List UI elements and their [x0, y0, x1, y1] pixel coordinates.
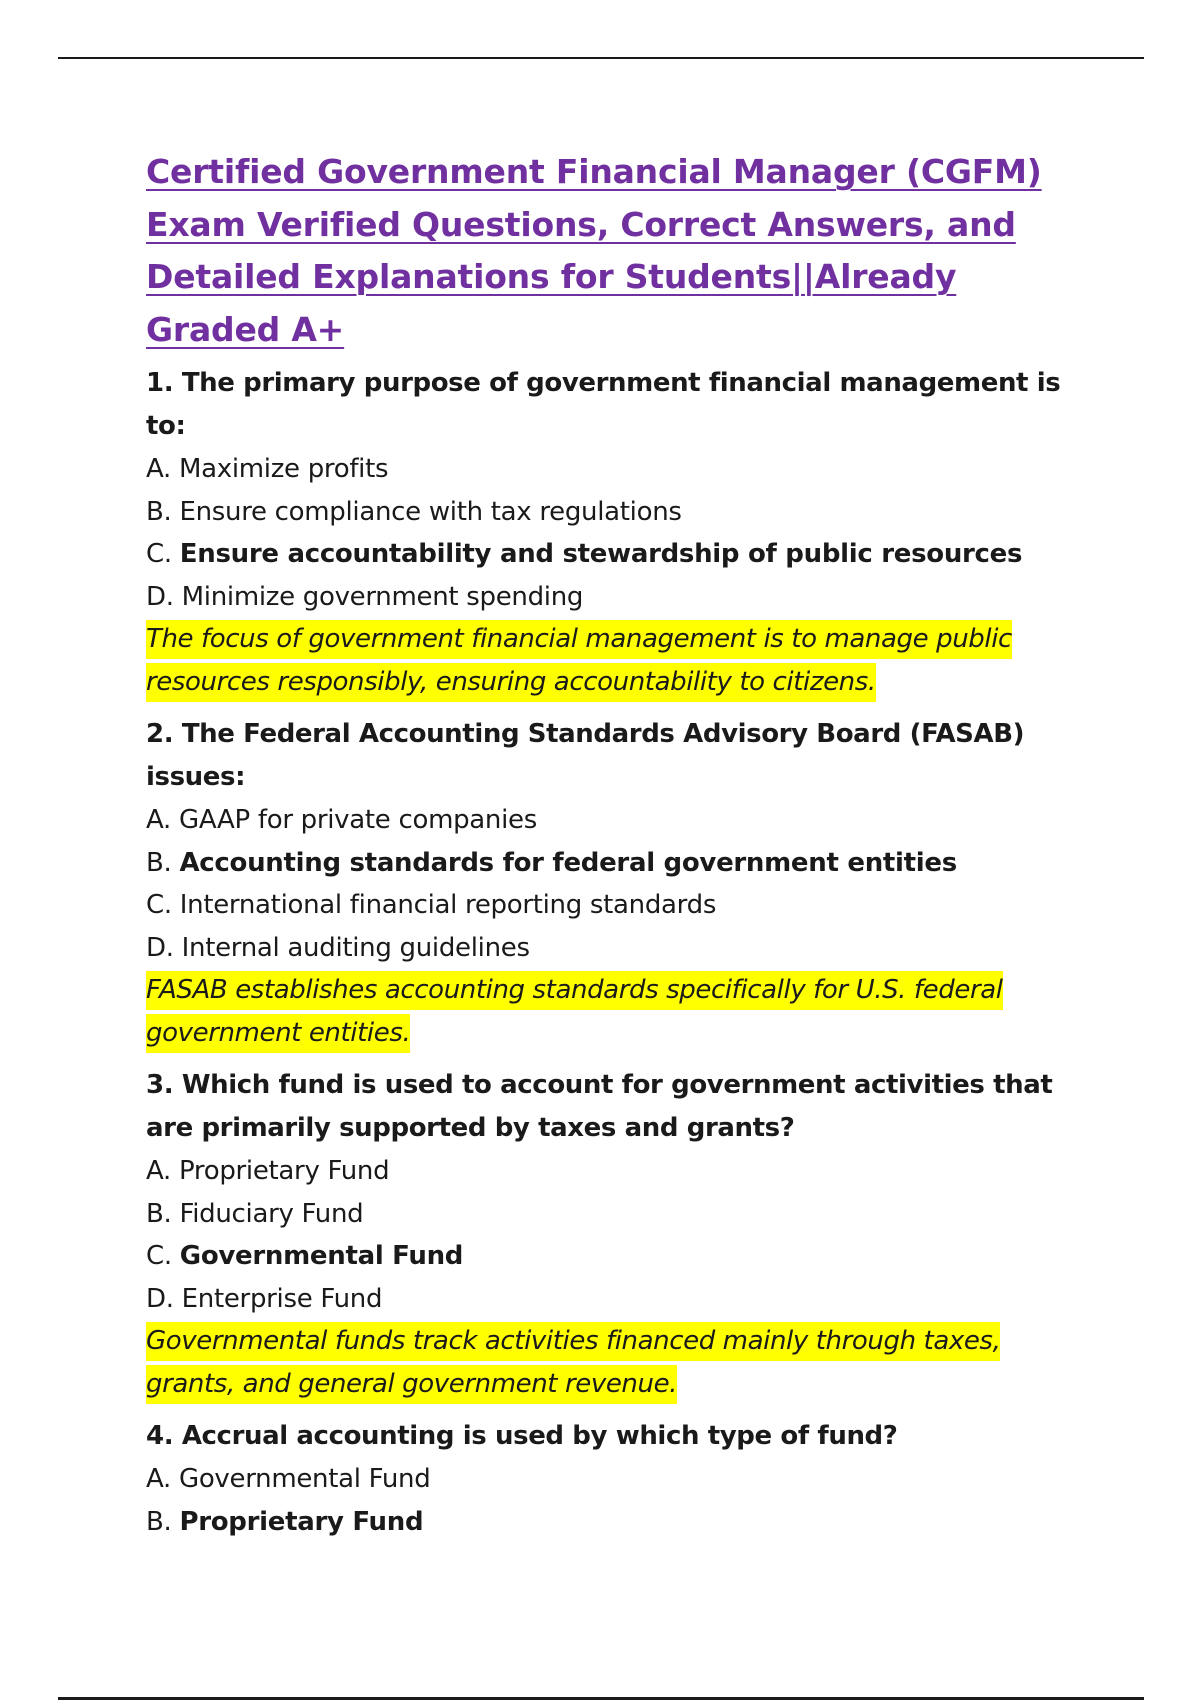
document-title: Certified Government Financial Manager (CGFM) Exam Verified Questions, Correct Answers, and Detailed Explanations for Students||Already Graded A+ [146, 152, 1042, 349]
document-body [146, 146, 1076, 1543]
option-text: Accounting standards for federal government entities [179, 847, 957, 878]
option-letter: B. [146, 1198, 180, 1229]
option-text: Proprietary Fund [178, 1156, 390, 1186]
question-block [146, 1064, 1076, 1405]
option-text: Governmental Fund [178, 1464, 431, 1494]
answer-option [146, 927, 1076, 970]
question-text: 4. Accrual accounting is used by which type of fund? [146, 1421, 898, 1451]
correct-answer-option [146, 1501, 1076, 1544]
answer-option [146, 799, 1076, 842]
option-text: International financial reporting standards [179, 890, 717, 920]
option-letter: B. [146, 847, 180, 878]
option-letter: D. [146, 581, 182, 612]
explanation-text: The focus of government financial management is to manage public resources responsibly, ensuring accountability to citizens. [146, 620, 1012, 702]
answer-option [146, 448, 1076, 491]
question-block [146, 362, 1076, 703]
option-text: Enterprise Fund [181, 1283, 383, 1314]
answer-option [146, 1150, 1076, 1193]
option-text: Fiduciary Fund [179, 1198, 364, 1229]
answer-option [146, 1278, 1076, 1321]
option-letter: D. [146, 1283, 182, 1314]
option-text: Ensure accountability and stewardship of public resources [179, 539, 1023, 569]
option-text: Maximize profits [178, 454, 389, 484]
correct-answer-option [146, 1235, 1076, 1278]
explanation-highlight [146, 969, 1076, 1054]
explanation-highlight [146, 1320, 1076, 1405]
question-text: 2. The Federal Accounting Standards Advisory Board (FASAB) issues: [146, 719, 1025, 792]
question-list [146, 362, 1076, 1543]
option-letter: A. [146, 1156, 179, 1186]
top-rule [58, 57, 1144, 59]
option-letter: B. [146, 1506, 180, 1537]
option-letter: C. [146, 1241, 180, 1271]
option-letter: B. [146, 496, 180, 527]
answer-option [146, 1193, 1076, 1236]
option-text: Governmental Fund [179, 1241, 464, 1271]
answer-option [146, 884, 1076, 927]
correct-answer-option [146, 533, 1076, 576]
question-block [146, 713, 1076, 1054]
option-letter: A. [146, 805, 179, 835]
question-block [146, 1415, 1076, 1543]
correct-answer-option [146, 842, 1076, 885]
question-text: 1. The primary purpose of government financial management is to: [146, 368, 1061, 441]
answer-option [146, 491, 1076, 534]
option-text: Ensure compliance with tax regulations [179, 496, 682, 527]
option-letter: A. [146, 454, 179, 484]
explanation-text: FASAB establishes accounting standards specifically for U.S. federal government entities. [146, 971, 1003, 1053]
question-text: 3. Which fund is used to account for government activities that are primarily supported by taxes and grants? [146, 1070, 1053, 1143]
option-letter: C. [146, 890, 180, 920]
answer-option [146, 1458, 1076, 1501]
option-text: GAAP for private companies [178, 805, 537, 835]
option-letter: A. [146, 1464, 179, 1494]
option-letter: C. [146, 539, 180, 569]
explanation-highlight [146, 618, 1076, 703]
option-text: Minimize government spending [181, 581, 584, 612]
explanation-text: Governmental funds track activities financed mainly through taxes, grants, and general government revenue. [146, 1322, 1000, 1404]
option-letter: D. [146, 932, 182, 963]
option-text: Proprietary Fund [179, 1506, 424, 1537]
answer-option [146, 576, 1076, 619]
option-text: Internal auditing guidelines [181, 932, 530, 963]
